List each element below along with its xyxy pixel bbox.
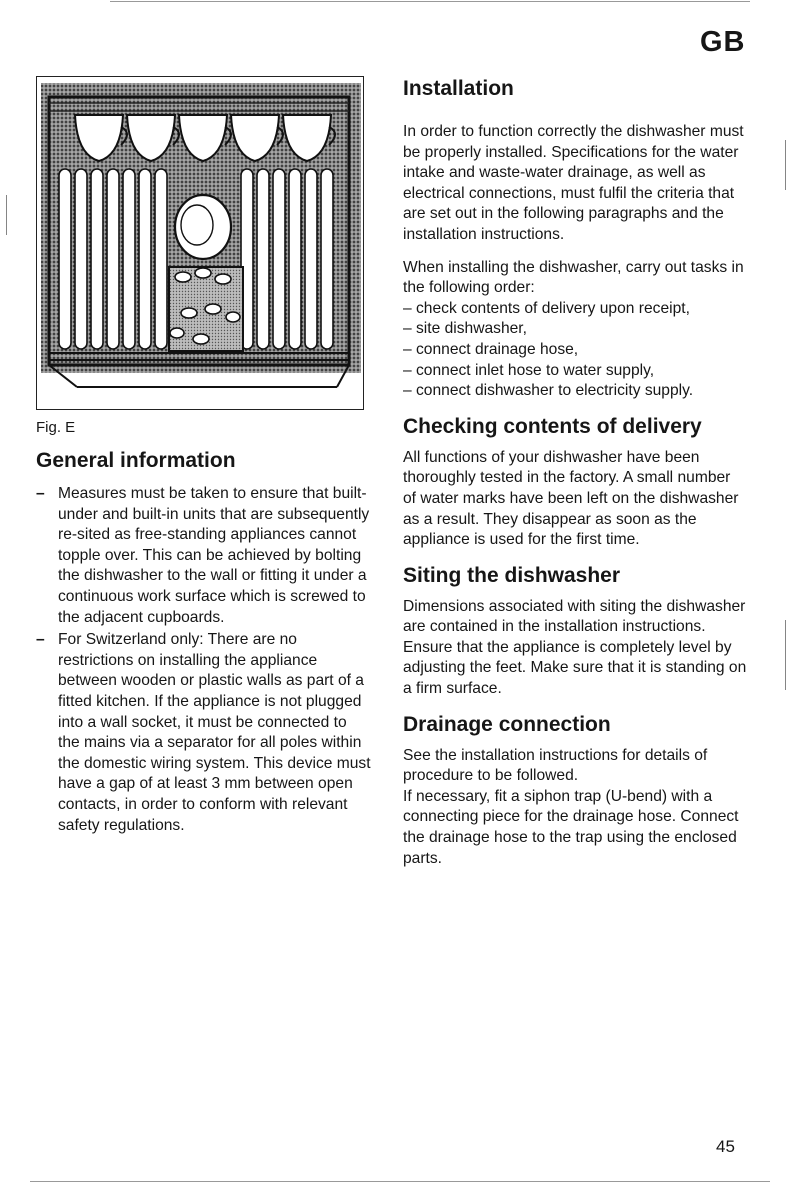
checking-heading: Checking contents of delivery (403, 414, 702, 438)
scan-line-bottom (30, 1181, 770, 1182)
page-number: 45 (716, 1137, 735, 1156)
checking-section (403, 414, 747, 551)
task-item: – connect drainage hose, (403, 340, 579, 358)
bullet-dash: – (36, 631, 45, 649)
list-item (36, 484, 372, 628)
drainage-body-1: See the installation instructions for details of procedure to be followed. (403, 746, 708, 785)
bullet-text: For Switzerland only: There are no restrictions on installing the appliance between wooden or plastic walls as part of a fitted kitchen. If the appliance is not plugged into a wall socket, it must be connected to the mains via a separator for all poles within the domestic wiring system. This device must have a gap of at least 3 mm between open contacts, in order to conform with relevant safety regulations. (58, 631, 371, 834)
drainage-body-2: If necessary, fit a siphon trap (U-bend) with a connecting piece for the drainage hose. Connect the drainage hose to the trap using the enclosed parts. (403, 787, 739, 867)
scan-line-top (110, 1, 750, 2)
checking-body: All functions of your dishwasher have been thoroughly tested in the factory. A small number of water marks have been left on the dishwasher as a result. They disappear as soon as the appliance is used for the first time. (403, 448, 739, 549)
list-item (36, 630, 372, 836)
general-information-heading: General information (36, 449, 236, 472)
dishwasher-basket-illustration (37, 77, 363, 409)
installation-intro: In order to function correctly the dishwasher must be properly installed. Specifications for the water intake and waste-water drainage, as well as electrical connections, must fulfil the criteria that are set out in the following paragraphs and the installation instructions. (403, 123, 744, 243)
drainage-heading: Drainage connection (403, 712, 611, 736)
figure-caption: Fig. E (36, 419, 76, 436)
task-item: – connect dishwasher to electricity supply. (403, 382, 694, 400)
siting-section (403, 563, 747, 700)
scan-line-right-2 (785, 620, 786, 690)
drainage-section (403, 712, 747, 870)
siting-heading: Siting the dishwasher (403, 563, 621, 587)
scan-line-right (785, 140, 786, 190)
siting-body: Dimensions associated with siting the dishwasher are contained in the installation instructions. Ensure that the appliance is completely level by adjusting the feet. Make sure that it is standing on a firm surface. (403, 597, 747, 698)
installation-column (403, 70, 747, 869)
installation-tasks-intro: When installing the dishwasher, carry out tasks in the following order: (403, 258, 744, 297)
dishwasher-basket-figure (36, 76, 364, 410)
installation-heading: Installation (403, 77, 514, 100)
task-item: – check contents of delivery upon receipt, (403, 299, 690, 317)
language-code: GB (700, 26, 746, 58)
task-item: – site dishwasher, (403, 320, 527, 338)
bullet-dash: – (36, 485, 45, 502)
general-information-section (36, 448, 372, 836)
scan-line-left (6, 195, 7, 235)
bullet-text: Measures must be taken to ensure that built-under and built-in units that are subsequently re-sited as free-standing appliances cannot topple over. This can be achieved by bolting the dishwasher to the wall or fitting it under a continuous work surface which is screwed to the adjacent cupboards. (58, 485, 370, 626)
task-item: – connect inlet hose to water supply, (403, 361, 655, 379)
